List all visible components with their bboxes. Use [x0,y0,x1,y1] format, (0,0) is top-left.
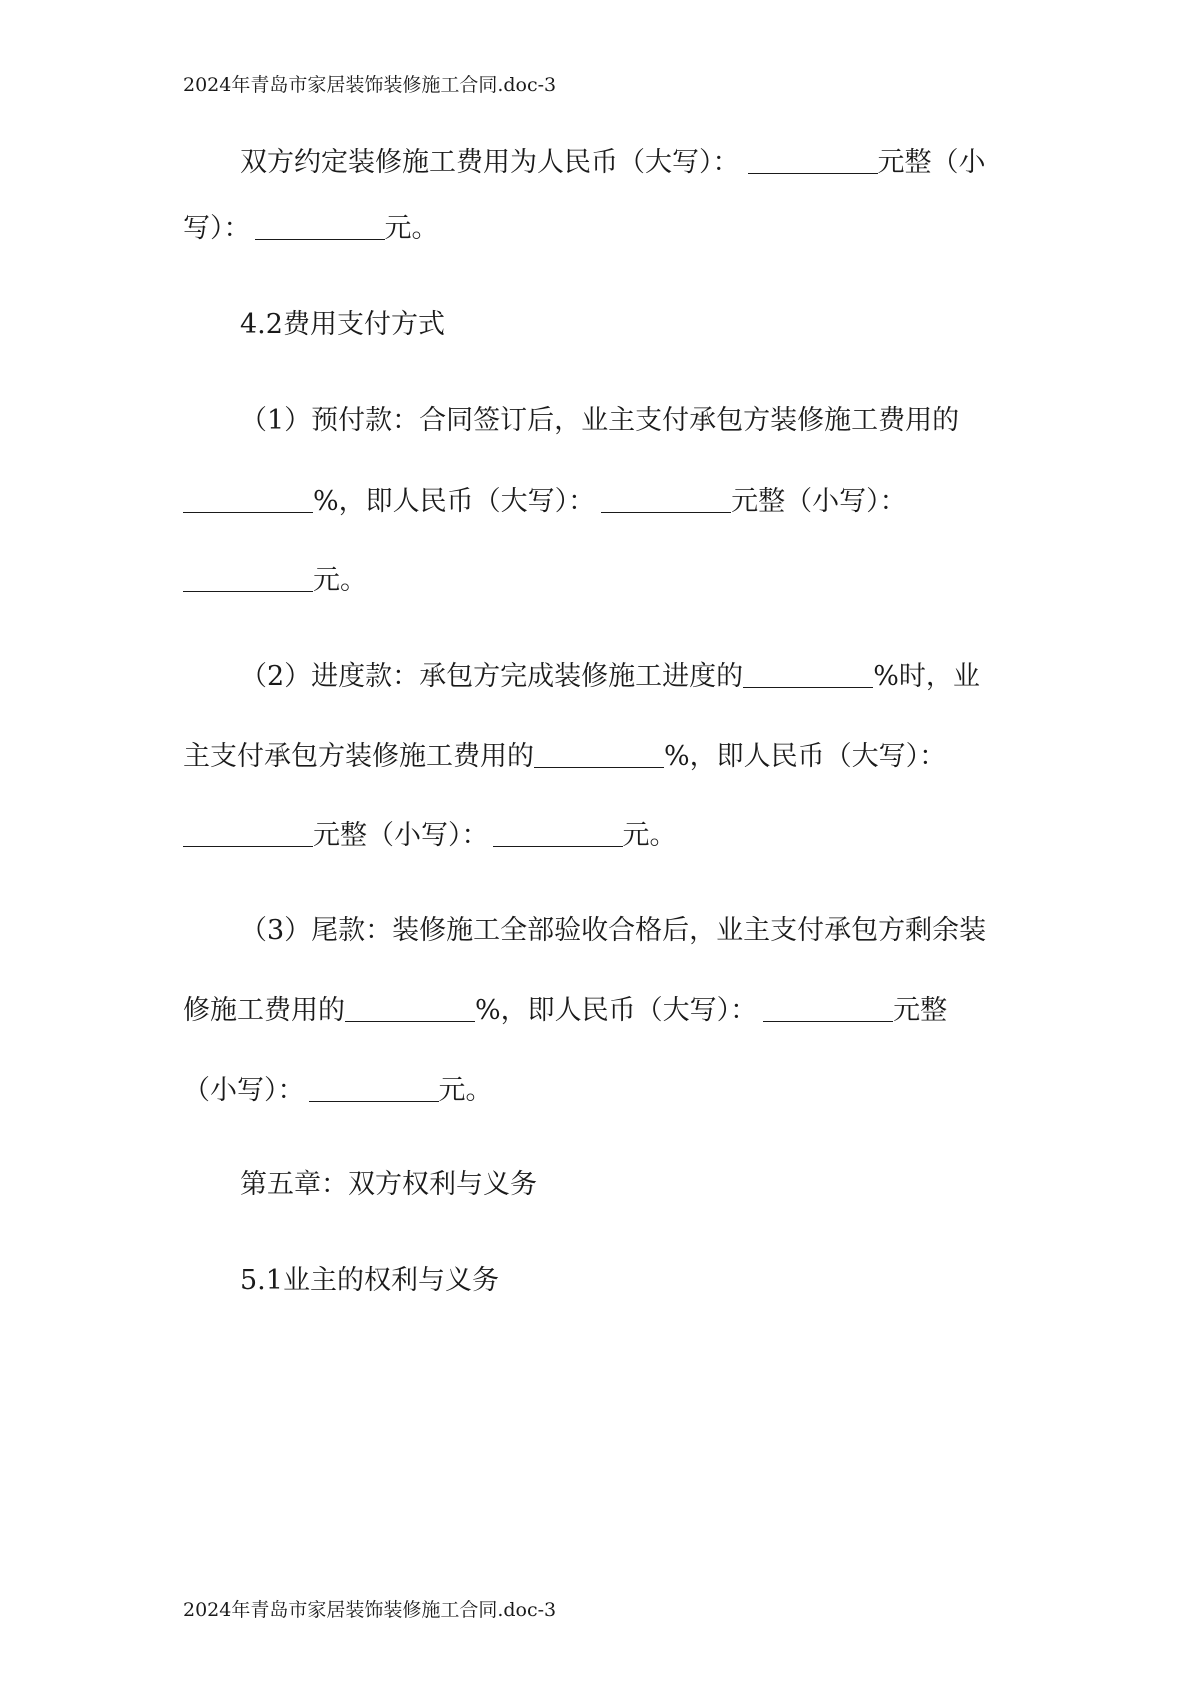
contract-line [240,147,986,178]
fill-blank[interactable] [255,213,385,240]
fill-blank[interactable] [534,741,664,768]
contract-line [183,741,946,772]
line-text: %，即人民币（大写）： [664,741,947,772]
fill-blank[interactable] [183,486,313,513]
fill-blank[interactable] [183,820,313,847]
fill-blank[interactable] [309,1075,439,1102]
line-text: 双方约定装修施工费用为人民币（大写）： [240,147,740,178]
contract-line [183,565,367,596]
fill-blank[interactable] [763,995,893,1022]
fill-blank[interactable] [743,661,873,688]
section-heading: 5.1业主的权利与义务 [240,1265,499,1296]
section-heading: 4.2费用支付方式 [240,309,445,340]
line-text: %，即人民币（大写）： [475,995,758,1026]
contract-line [240,661,980,692]
chapter-heading: 第五章：双方权利与义务 [240,1169,537,1200]
line-text: 修施工费用的 [183,995,345,1026]
contract-line: （1）预付款：合同签订后，业主支付承包方装修施工费用的 [240,405,960,436]
line-text: 元整（小写）： [313,820,489,851]
line-text: %时，业 [873,661,980,692]
contract-line [183,486,907,517]
line-text: 元。 [438,1075,493,1106]
line-text: 元。 [622,820,677,851]
page-footer: 2024年青岛市家居装饰装修施工合同.doc-3 [183,1599,557,1621]
line-text: 元整（小写）： [731,486,907,517]
line-text: %，即人民币（大写）： [313,486,596,517]
line-text: 写）： [183,213,251,244]
contract-line [183,820,677,851]
line-text: 元。 [313,565,367,596]
fill-blank[interactable] [345,995,475,1022]
line-text: 主支付承包方装修施工费用的 [183,741,534,772]
line-text: （小写）： [183,1075,305,1106]
contract-line [183,1075,493,1106]
contract-line: （3）尾款：装修施工全部验收合格后，业主支付承包方剩余装 [240,915,987,946]
line-text: 元整 [893,995,948,1026]
line-text: 元。 [384,213,439,244]
contract-line [183,995,947,1026]
contract-line [183,213,439,244]
line-text: （2）进度款：承包方完成装修施工进度的 [240,661,744,692]
fill-blank[interactable] [183,565,313,592]
line-text: 元整（小 [877,147,986,178]
page-header: 2024年青岛市家居装饰装修施工合同.doc-3 [183,74,557,96]
fill-blank[interactable] [493,820,623,847]
fill-blank[interactable] [748,147,878,174]
fill-blank[interactable] [601,486,731,513]
